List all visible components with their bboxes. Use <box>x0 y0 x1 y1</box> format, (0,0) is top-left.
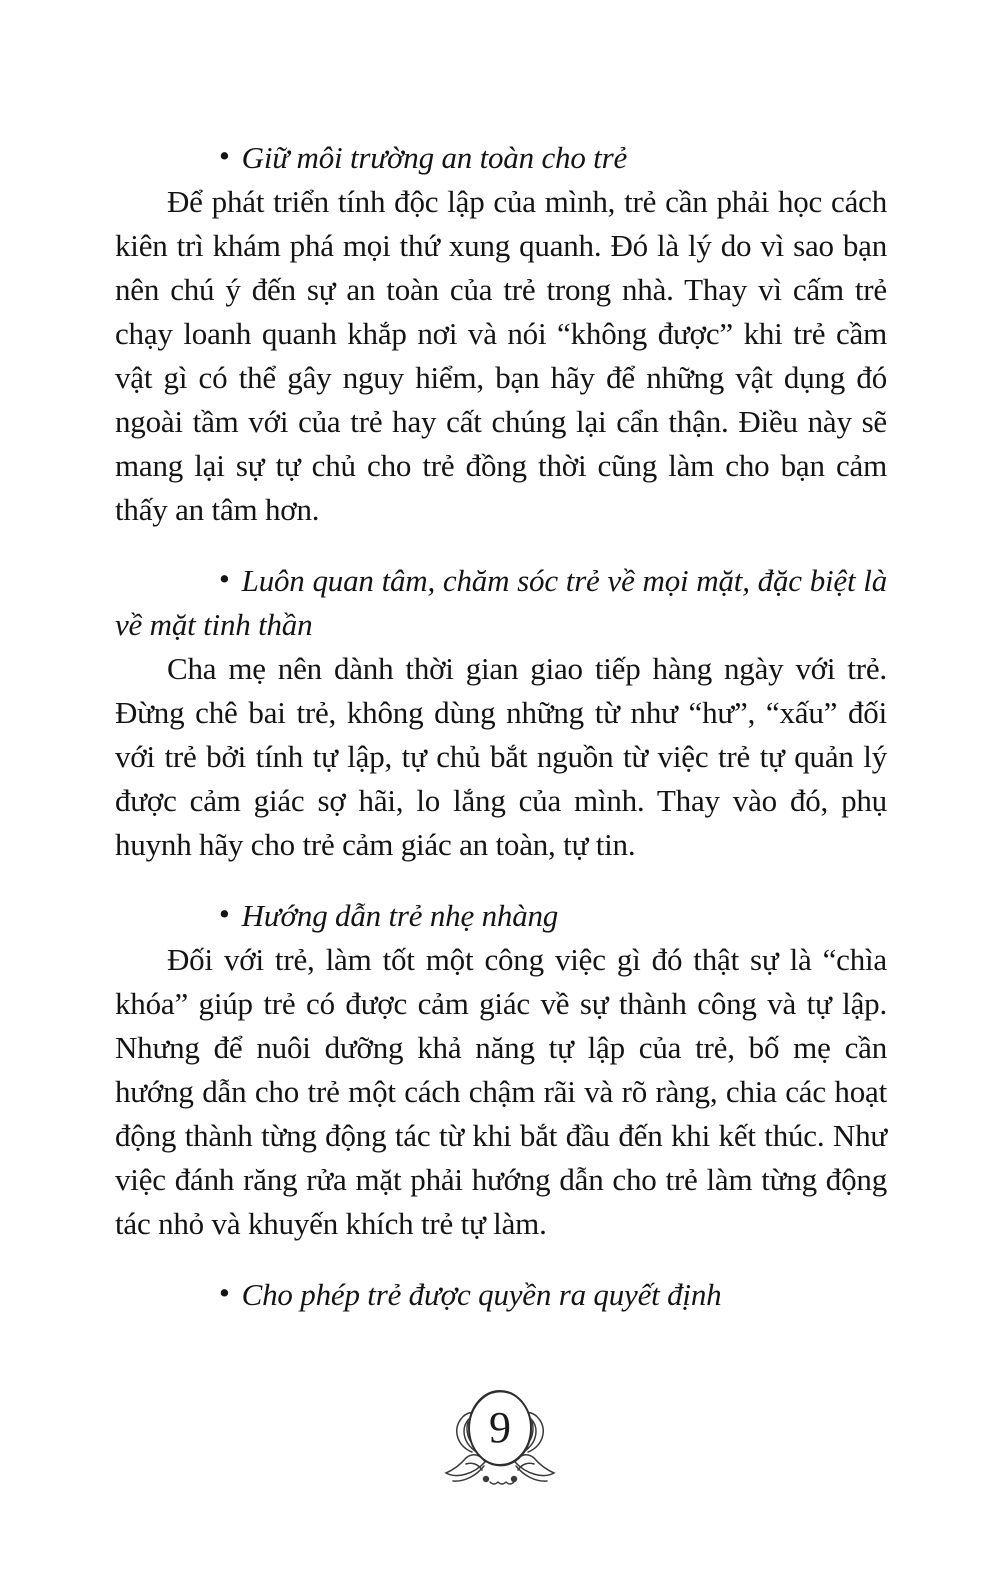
paragraph-care-all-aspects: Cha mẹ nên dành thời gian giao tiếp hàng ngày với trẻ. Đừng chê bai trẻ, không dùng những từ như “hư”, “xấu” đối với trẻ bởi tính tự lập, tự chủ bắt nguồn từ việc trẻ tự quản lý được cảm giác sợ hãi, lo lắng của mình. Thay vào đó, phụ huynh hãy cho trẻ cảm giác an toàn, tự tin. <box>115 651 887 862</box>
section-heading-care-all-aspects <box>115 559 887 647</box>
paragraph-safe-environment: Để phát triển tính độc lập của mình, trẻ cần phải học cách kiên trì khám phá mọi thứ xung quanh. Đó là lý do vì sao bạn nên chú ý đến sự an toàn của trẻ trong nhà. Thay vì cấm trẻ chạy loanh quanh khắp nơi và nói “không được” khi trẻ cầm vật gì có thể gây nguy hiểm, bạn hãy để những vật dụng đó ngoài tầm với của trẻ hay cất chúng lại cẩn thận. Điều này sẽ mang lại sự tự chủ cho trẻ đồng thời cũng làm cho bạn cảm thấy an tâm hơn. <box>115 184 887 527</box>
page-text-block <box>115 136 887 1317</box>
section-heading-gentle-guidance <box>115 894 887 938</box>
bullet-icon: • <box>219 561 230 596</box>
page-footer <box>0 1386 1000 1490</box>
page-number: 9 <box>489 1403 511 1452</box>
bullet-icon: • <box>219 138 230 173</box>
section-heading-text: Giữ môi trường an toàn cho trẻ <box>241 140 628 175</box>
section-heading-text: Hướng dẫn trẻ nhẹ nhàng <box>241 898 559 933</box>
bullet-icon: • <box>219 896 230 931</box>
section-heading-safe-environment <box>115 136 887 180</box>
section-heading-allow-decisions <box>115 1273 887 1317</box>
section-heading-text: Cho phép trẻ được quyền ra quyết định <box>241 1277 722 1312</box>
bullet-icon: • <box>219 1275 230 1310</box>
page-number-ornament <box>438 1386 562 1490</box>
paragraph-gentle-guidance: Đối với trẻ, làm tốt một công việc gì đó thật sự là “chìa khóa” giúp trẻ có được cảm giác về sự thành công và tự lập. Nhưng để nuôi dưỡng khả năng tự lập của trẻ, bố mẹ cần hướng dẫn cho trẻ một cách chậm rãi và rõ ràng, chia các hoạt động thành từng động tác từ khi bắt đầu đến khi kết thúc. Như việc đánh răng rửa mặt phải hướng dẫn cho trẻ làm từng động tác nhỏ và khuyến khích trẻ tự làm. <box>115 942 887 1241</box>
section-heading-text: Luôn quan tâm, chăm sóc trẻ về mọi mặt, đặc biệt là về mặt tinh thần <box>115 563 887 642</box>
